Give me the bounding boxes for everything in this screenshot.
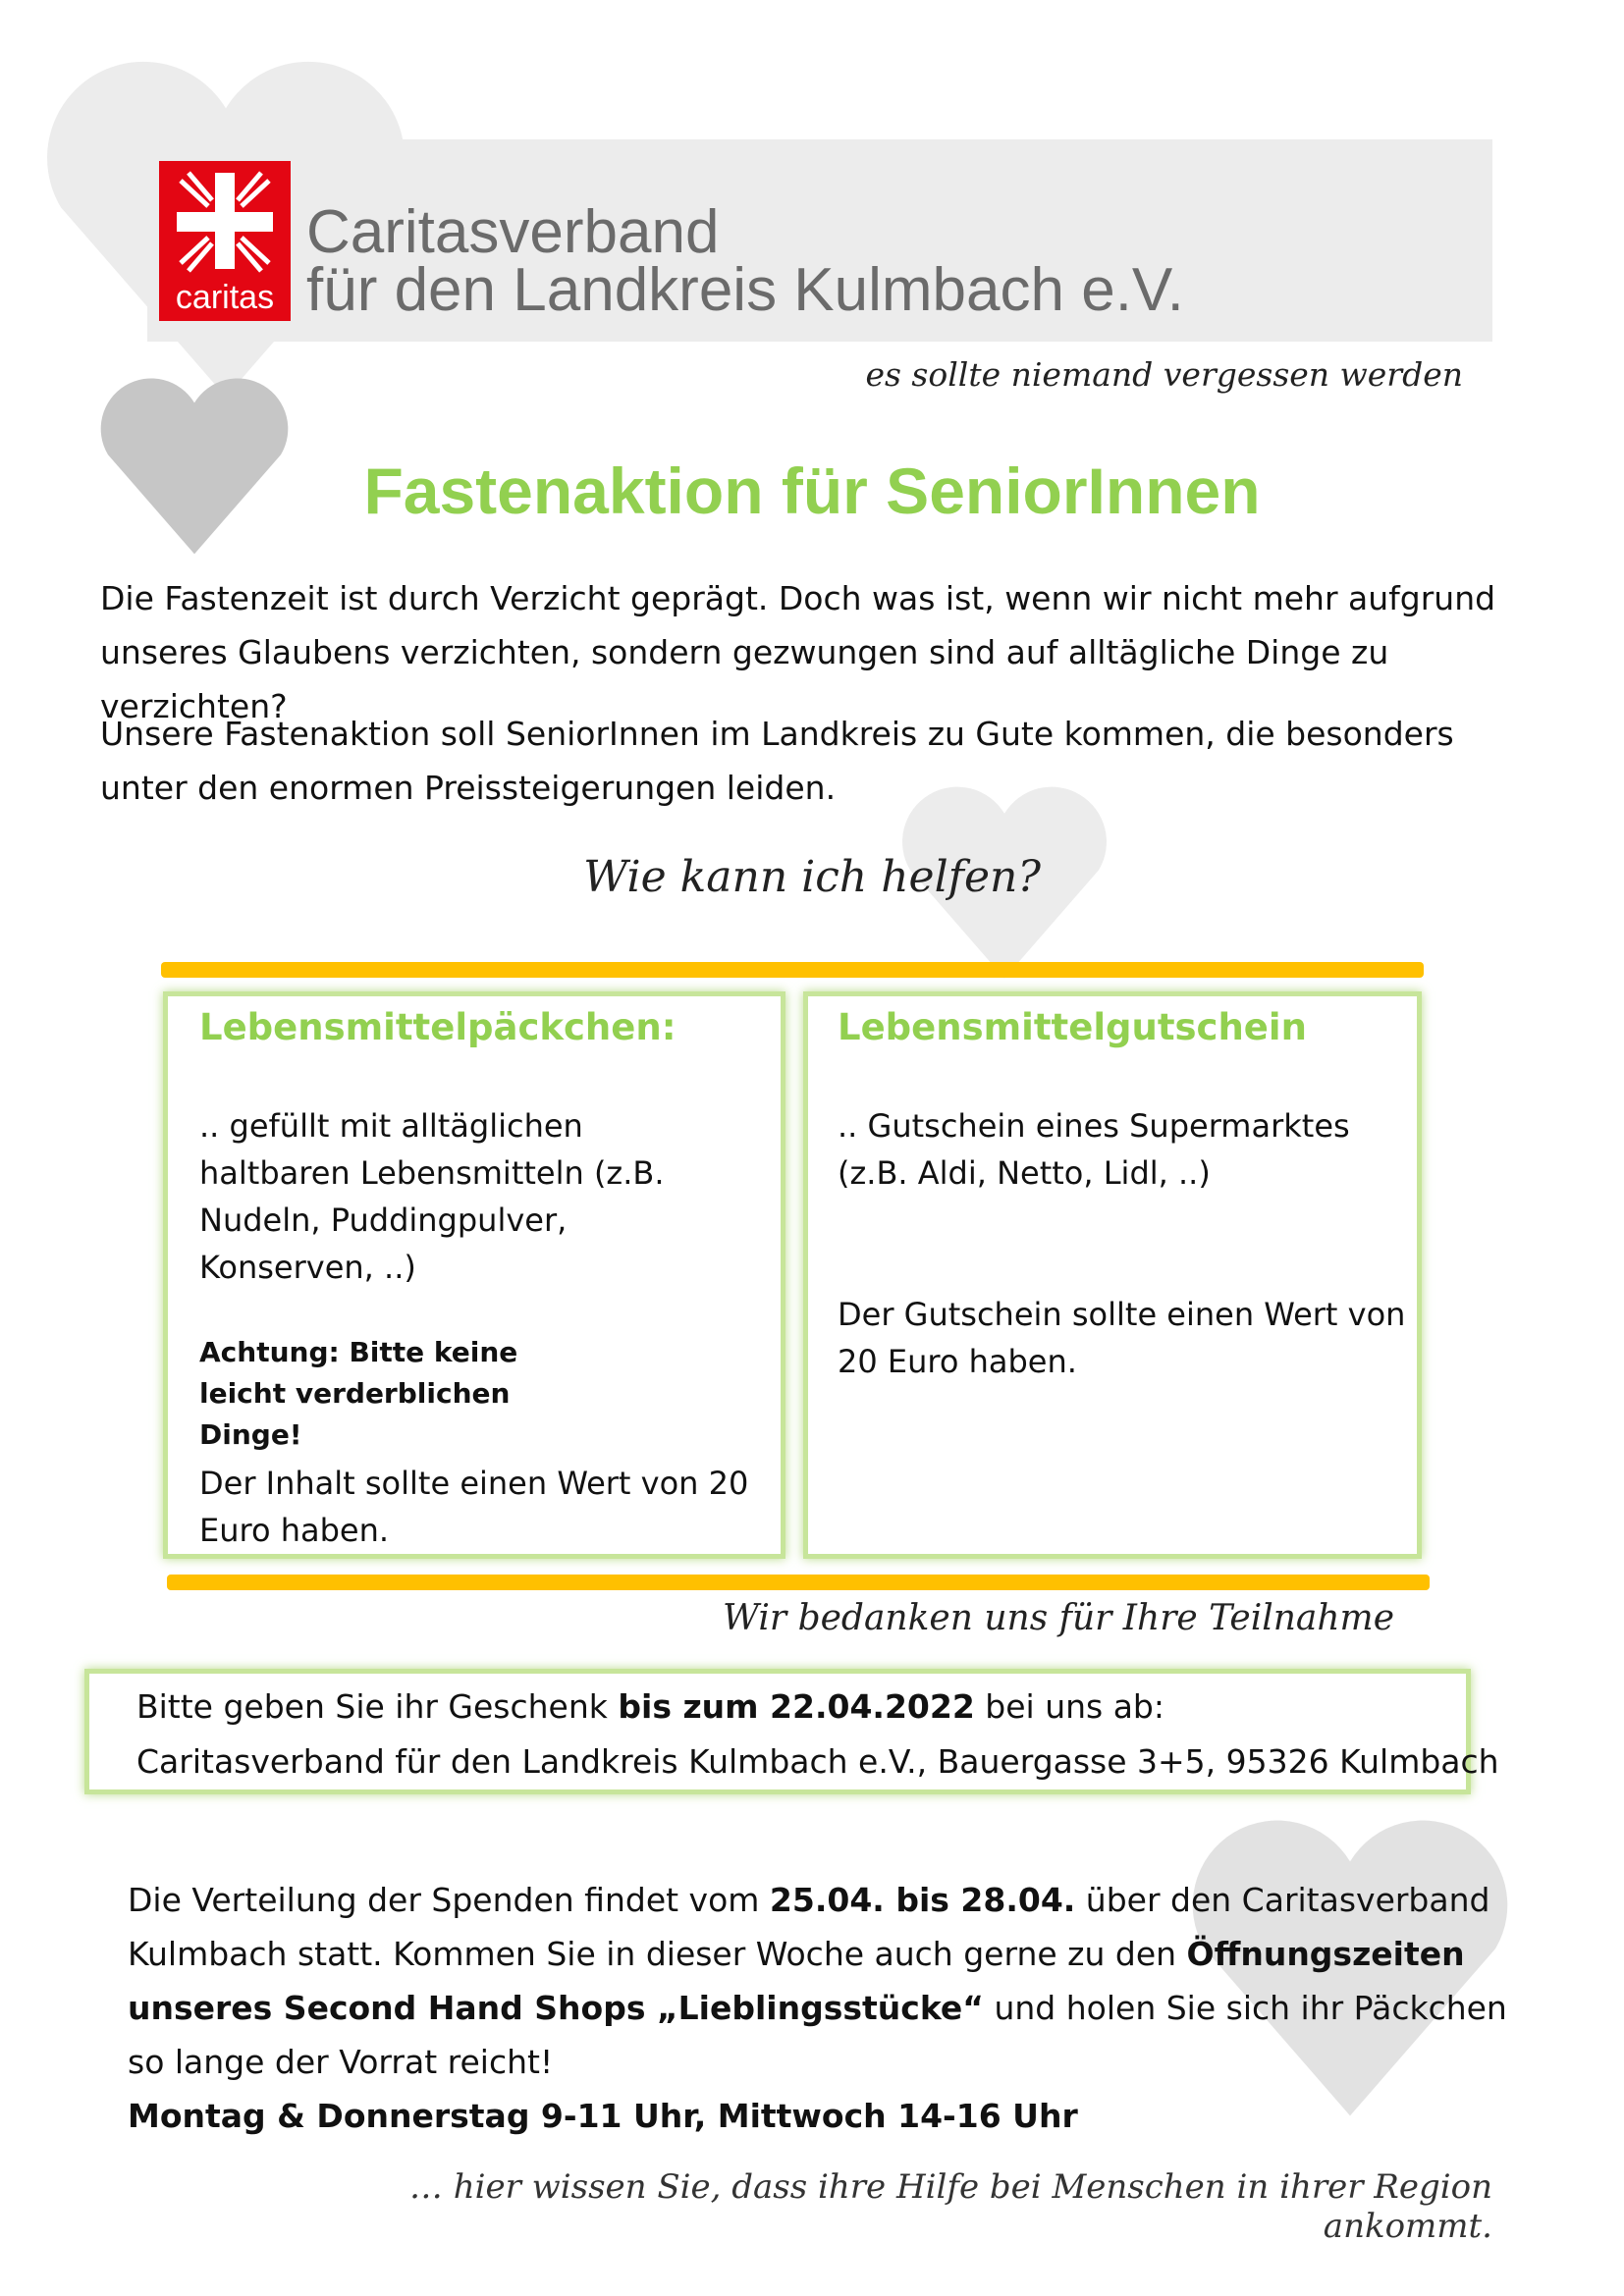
intro-paragraph-1: Die Fastenzeit ist durch Verzicht geprägt. Doch was ist, wenn wir nicht mehr aufgrund unseres Glaubens verzichten, sondern gezwungen sind auf alltägliche Dinge zu verzichten? [100,579,1496,725]
opening-hours: Montag & Donnerstag 9-11 Uhr, Mittwoch 14-16 Uhr [128,2097,1078,2135]
footer-line: … hier wissen Sie, dass ihre Hilfe bei Menschen in ihrer Region ankommt. [408,2167,1492,2246]
intro-paragraph-2: Unsere Fastenaktion soll SeniorInnen im Landkreis zu Gute kommen, die besonders unter den enormen Preissteigerungen leiden. [100,715,1454,807]
food-package-warning: Achtung: Bitte keine leicht verderblichen Dinge! [199,1336,518,1451]
food-package-box [163,991,785,1559]
tagline: es sollte niemand vergessen werden [865,355,1463,394]
voucher-box [803,991,1422,1559]
org-name-line1: Caritasverband [306,198,720,266]
food-package-description: .. gefüllt mit alltäglichen haltbaren Lebensmitteln (z.B. Nudeln, Puddingpulver, Konserven, ..) [199,1107,665,1286]
distribution-paragraph: Die Verteilung der Spenden findet vom 25.04. bis 28.04. über den Caritasverband Kulmbach statt. Kommen Sie in dieser Woche auch gerne zu den Öffnungszeiten unseres Second Hand Shops „Lieblingsstücke“ und holen Sie sich ihr Päckchen so lange der Vorrat reicht! Montag & Donnerstag 9-11 Uhr, Mittwoch 14-16 Uhr [128,1881,1507,2135]
caritas-cross-icon [159,161,291,279]
logo-caption: caritas [175,279,275,316]
voucher-description: .. Gutschein eines Supermarktes (z.B. Aldi, Netto, Lidl, ..) [838,1107,1350,1192]
top-divider-bar [161,962,1424,978]
food-package-value: Der Inhalt sollte einen Wert von 20 Euro haben. [199,1465,749,1549]
bottom-divider-bar [167,1575,1430,1590]
drop-off-address: Caritasverband für den Landkreis Kulmbach e.V., Bauergasse 3+5, 95326 Kulmbach [136,1742,1499,1781]
voucher-value: Der Gutschein sollte einen Wert von 20 Euro haben. [838,1296,1406,1380]
drop-off-deadline: Bitte geben Sie ihr Geschenk bis zum 22.04.2022 bei uns ab: [136,1687,1164,1726]
page-title: Fastenaktion für SeniorInnen [363,454,1261,527]
voucher-heading: Lebensmittelgutschein [838,1006,1307,1048]
thanks-line: Wir bedanken uns für Ihre Teilnahme [723,1598,1394,1638]
caritas-logo [159,161,291,321]
food-package-heading: Lebensmittelpäckchen: [199,1006,677,1048]
deadline-date: bis zum 22.04.2022 [618,1687,975,1726]
drop-off-box [84,1669,1499,1794]
org-name-line2: für den Landkreis Kulmbach e.V. [306,256,1184,324]
help-heading: Wie kann ich helfen? [583,852,1041,902]
